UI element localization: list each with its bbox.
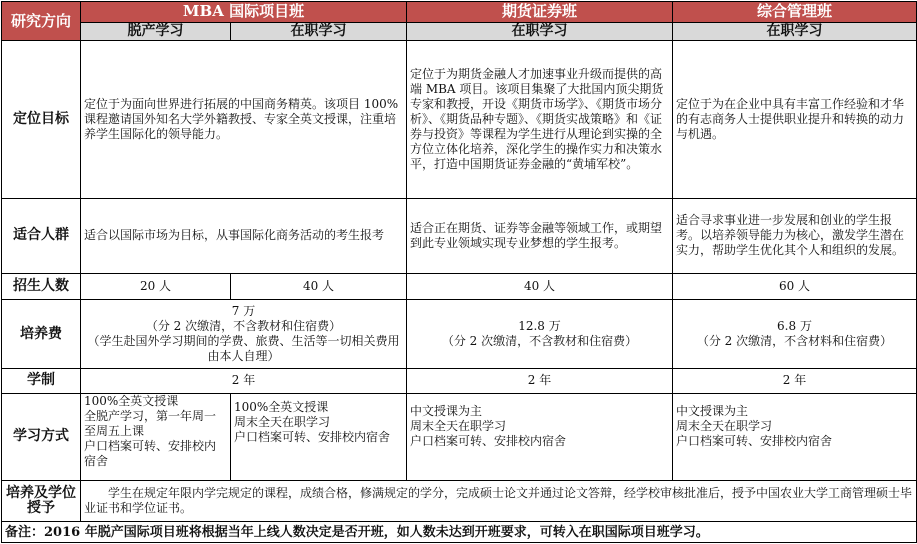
study-mode-line: 周末全天在职学习: [676, 418, 773, 433]
study-mode-line: 100%全英文授课: [84, 393, 179, 408]
study-mode-mba-parttime: [231, 393, 407, 480]
fee-futures-amount: 12.8 万: [518, 319, 561, 334]
study-mode-general: [673, 393, 917, 480]
fee-general-amount: 6.8 万: [777, 319, 812, 334]
sub-header-general: 在职学习: [673, 22, 917, 41]
audience-general: 适合寻求事业进一步发展和创业的学生报考。以培养领导能力为核心，激发学生潜在实力，帮助学生优化其个人和组织的发展。: [673, 198, 917, 273]
duration-futures: 2 年: [407, 368, 673, 393]
row-header-label: 研究方向: [2, 2, 81, 41]
study-mode-line: 全脱产学习，第一年周一至周五上课: [84, 408, 217, 438]
sub-header-mba-fulltime: 脱产学习: [81, 22, 231, 41]
enrollment-label: 招生人数: [2, 273, 81, 300]
study-mode-line: 户口档案可转、安排校内宿舍: [410, 433, 567, 448]
degree-text: 学生在规定年限内学完规定的课程，成绩合格，修满规定的学分，完成硕士论文并通过论文答辩，经学校审核批准后，授予中国农业大学工商管理硕士毕业证书和学位证书。: [81, 480, 917, 521]
study-mode-line: 中文授课为主: [410, 403, 483, 418]
duration-mba: 2 年: [81, 368, 407, 393]
study-mode-line: 户口档案可转、安排校内宿舍: [84, 438, 217, 468]
audience-mba: 适合以国际市场为目标，从事国际化商务活动的考生报考: [81, 198, 407, 273]
enrollment-futures: 40 人: [407, 273, 673, 300]
program-mba-header: MBA 国际项目班: [81, 2, 407, 23]
fee-general: [673, 300, 917, 368]
study-mode-line: 周末全天在职学习: [410, 418, 507, 433]
program-general-header: 综合管理班: [673, 2, 917, 23]
fee-mba-amount: 7 万: [231, 304, 256, 319]
positioning-mba: 定位于为面向世界进行拓展的中国商务精英。该项目 100%课程邀请国外知名大学外籍教授、专家全英文授课，注重培养学生国际化的领导能力。: [81, 41, 407, 199]
fee-mba-note: （学生赴国外学习期间的学费、旅费、生活等一切相关费用由本人自理）: [87, 334, 400, 364]
study-mode-line: 周末全天在职学习: [234, 414, 331, 429]
duration-general: 2 年: [673, 368, 917, 393]
footnote: 备注：2016 年脱产国际项目班将根据当年上线人数决定是否开班，如人数未达到开班要求，可转入在职国际项目班学习。: [2, 522, 917, 543]
study-mode-mba-fulltime: [81, 393, 231, 480]
fee-futures-payment: （分 2 次缴清，不含教材和住宿费）: [441, 334, 638, 349]
sub-header-futures: 在职学习: [407, 22, 673, 41]
study-mode-line: 户口档案可转、安排校内宿舍: [234, 429, 391, 444]
audience-label: 适合人群: [2, 198, 81, 273]
study-mode-line: 户口档案可转、安排校内宿舍: [676, 433, 833, 448]
enrollment-general: 60 人: [673, 273, 917, 300]
program-comparison-table: [1, 1, 917, 543]
positioning-label: 定位目标: [2, 41, 81, 199]
fee-mba-payment: （分 2 次缴清，不含教材和住宿费）: [145, 319, 342, 334]
study-mode-label: 学习方式: [2, 393, 81, 480]
fee-futures: [407, 300, 673, 368]
fee-mba: [81, 300, 407, 368]
duration-label: 学制: [2, 368, 81, 393]
positioning-general: 定位于为在企业中具有丰富工作经验和才华的有志商务人士提供职业提升和转换的动力与机遇。: [673, 41, 917, 199]
audience-futures: 适合正在期货、证券等金融等领域工作，或期望到此专业领域实现专业梦想的学生报考。: [407, 198, 673, 273]
study-mode-futures: [407, 393, 673, 480]
program-futures-header: 期货证券班: [407, 2, 673, 23]
positioning-futures: 定位于为期货金融人才加速事业升级而提供的高端 MBA 项目。该项目集聚了大批国内顶尖期货专家和教授，开设《期货市场学》、《期货市场分析》、《期货品种专题》、《期货实战策略》和《证券与投资》等课程为学生进行从理论到实操的全方位立体化培养，深化学生的操作实力和决策水平，打造中国期货证券金融的“黄埔军校”。: [407, 41, 673, 199]
study-mode-line: 中文授课为主: [676, 403, 749, 418]
sub-header-mba-parttime: 在职学习: [231, 22, 407, 41]
fee-label: 培养费: [2, 300, 81, 368]
enrollment-mba-parttime: 40 人: [231, 273, 407, 300]
enrollment-mba-fulltime: 20 人: [81, 273, 231, 300]
degree-label: 培养及学位授予: [2, 480, 81, 521]
study-mode-line: 100%全英文授课: [234, 399, 329, 414]
fee-general-payment: （分 2 次缴清，不含材料和住宿费）: [696, 334, 893, 349]
